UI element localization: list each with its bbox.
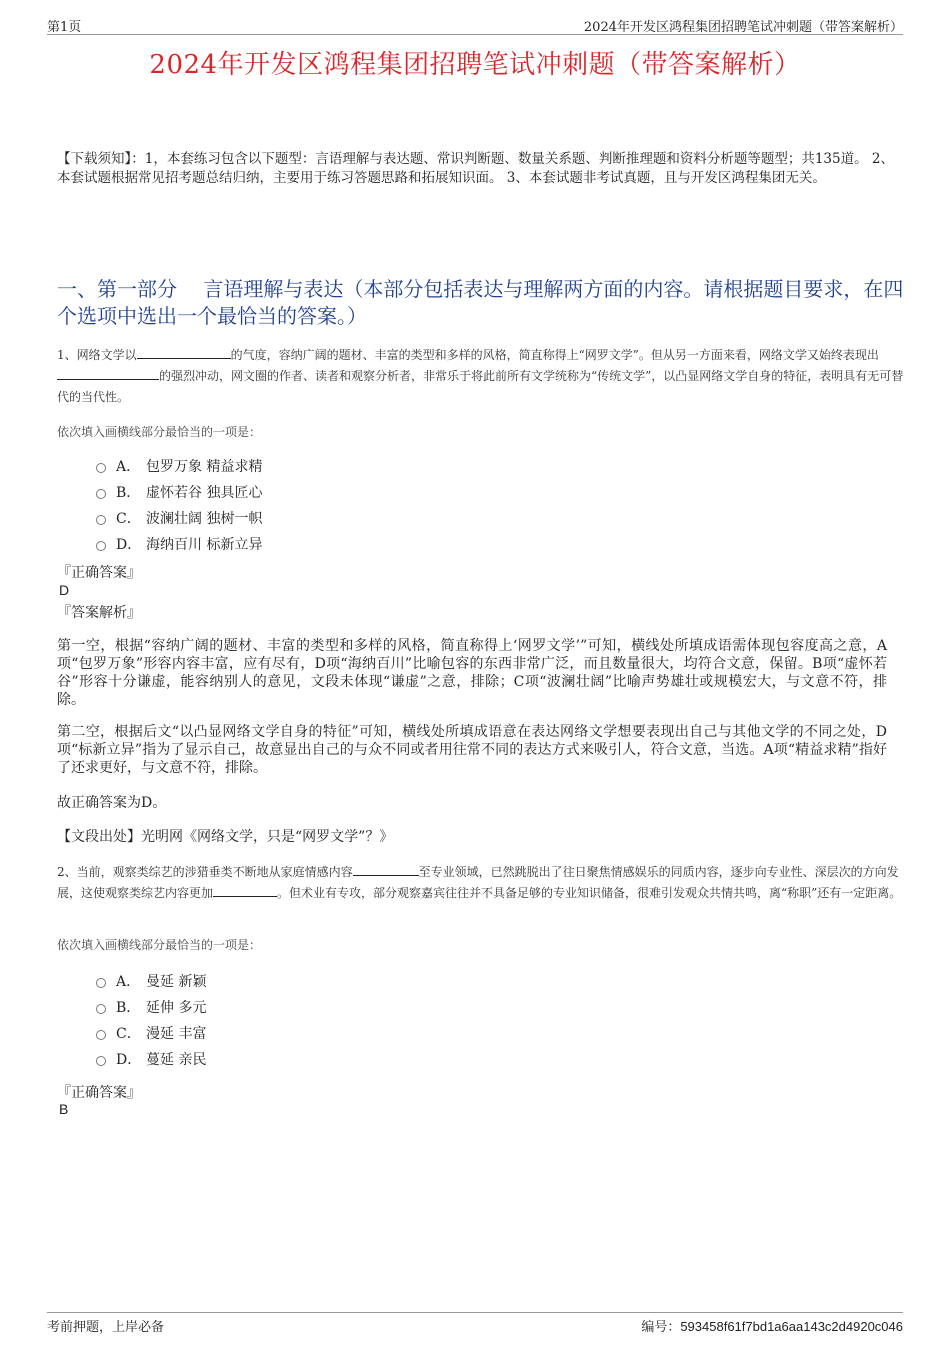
footer-slogan: 考前押题，上岸必备 <box>47 1320 165 1335</box>
fill-blank <box>353 863 419 876</box>
analysis-paragraph-2: 第二空，根据后文“以凸显网络文学自身的特征”可知，横线处所填成语意在表达网络文学想要表现出自己与其他文学的不同之处，D项“标新立异”指为了显示自己，故意显出自己的与众不同或者用往常不同的表达方式来吸引人，符合文意，当选。A项“精益求精”指好了还求更好，与文意不符，排除。 <box>57 724 887 776</box>
section-heading: 一、第一部分 言语理解与表达（本部分包括表达与理解两方面的内容。请根据题目要求，在四个选项中选出一个最恰当的答案。） <box>57 277 904 328</box>
document-title: 2024年开发区鸿程集团招聘笔试冲刺题（带答案解析） <box>149 50 801 80</box>
radio-icon[interactable] <box>96 1030 106 1040</box>
answer-label: 『正确答案』 <box>57 565 141 581</box>
page-header <box>47 14 903 35</box>
page-number: 第1页 <box>47 20 82 35</box>
option-d[interactable]: D． 蔓延 亲民 <box>96 1046 206 1072</box>
fill-blank <box>57 367 159 380</box>
analysis-conclusion: 故正确答案为D。 <box>57 795 167 811</box>
option-c[interactable]: C． 波澜壮阔 独树一帜 <box>96 505 262 531</box>
option-c[interactable]: C． 漫延 丰富 <box>96 1020 206 1046</box>
question-2-prompt: 依次填入画横线部分最恰当的一项是： <box>57 938 262 952</box>
header-doc-title: 2024年开发区鸿程集团招聘笔试冲刺题（带答案解析） <box>583 20 903 35</box>
radio-icon[interactable] <box>96 1004 106 1014</box>
option-b[interactable]: B． 虚怀若谷 独具匠心 <box>96 479 262 505</box>
radio-icon[interactable] <box>96 541 106 551</box>
radio-icon[interactable] <box>96 978 106 988</box>
radio-icon[interactable] <box>96 1056 106 1066</box>
analysis-label: 『答案解析』 <box>57 605 141 621</box>
page-footer <box>47 1312 903 1335</box>
option-a[interactable]: A． 曼延 新颖 <box>96 968 206 994</box>
option-b[interactable]: B． 延伸 多元 <box>96 994 206 1020</box>
radio-icon[interactable] <box>96 463 106 473</box>
fill-blank <box>213 884 277 897</box>
download-notice: 【下载须知】：1，本套练习包含以下题型：言语理解与表达题、常识判断题、数量关系题、判断推理题和资料分析题等题型；共135道。 2、本套试题根据常见招考题总结归纳，主要用于练习答题思路和拓展知识面。 3、本套试题非考试真题，且与开发区鸿程集团无关。 <box>57 151 894 186</box>
analysis-paragraph-1: 第一空，根据“容纳广阔的题材、丰富的类型和多样的风格，简直称得上‘网罗文学’”可知，横线处所填成语需体现包容度高之意，A项“包罗万象”形容内容丰富，应有尽有，D项“海纳百川”比喻包容的东西非常广泛，而且数量很大，均符合文意，保留。B项“虚怀若谷”形容十分谦虚，能容纳别人的意见，文段未体现“谦虚”之意，排除；C项“波澜壮阔”比喻声势雄壮或规模宏大，与文意不符，排除。 <box>57 638 887 708</box>
question-1-options <box>96 453 262 557</box>
footer-code: 编号：593458f61f7bd1a6aa143c2d4920c046 <box>641 1319 903 1335</box>
passage-source: 【文段出处】光明网《网络文学，只是“网罗文学”？》 <box>57 829 394 845</box>
question-2-options <box>96 968 206 1072</box>
fill-blank <box>137 346 231 359</box>
answer-value: B <box>59 1101 69 1117</box>
radio-icon[interactable] <box>96 489 106 499</box>
question-1-stem: 1、网络文学以 的气度，容纳广阔的题材、丰富的类型和多样的风格，简直称得上“网罗文学”。但从另一方面来看，网络文学又始终表现出的强烈冲动，网文圈的作者、读者和观察分析者，非常乐于将此前所有文学统称为“传统文学”，以凸显网络文学自身的特征，表明具有无可替代的当代性。 <box>57 348 904 404</box>
question-1-prompt: 依次填入画横线部分最恰当的一项是： <box>57 425 262 439</box>
question-2-stem: 2、当前，观察类综艺的涉猎垂类不断地从家庭情感内容 至专业领域，已然跳脱出了往日聚焦情感娱乐的同质内容，逐步向专业性、深层次的方向发展，这使观察类综艺内容更加 。但术业有专攻，部分观察嘉宾往往并不具备足够的专业知识储备，很难引发观众共情共鸣，离“称职”还有一定距离。 <box>57 865 902 900</box>
radio-icon[interactable] <box>96 515 106 525</box>
answer-label: 『正确答案』 <box>57 1085 141 1101</box>
option-a[interactable]: A． 包罗万象 精益求精 <box>96 453 262 479</box>
answer-value: D <box>59 582 70 598</box>
option-d[interactable]: D． 海纳百川 标新立异 <box>96 531 262 557</box>
